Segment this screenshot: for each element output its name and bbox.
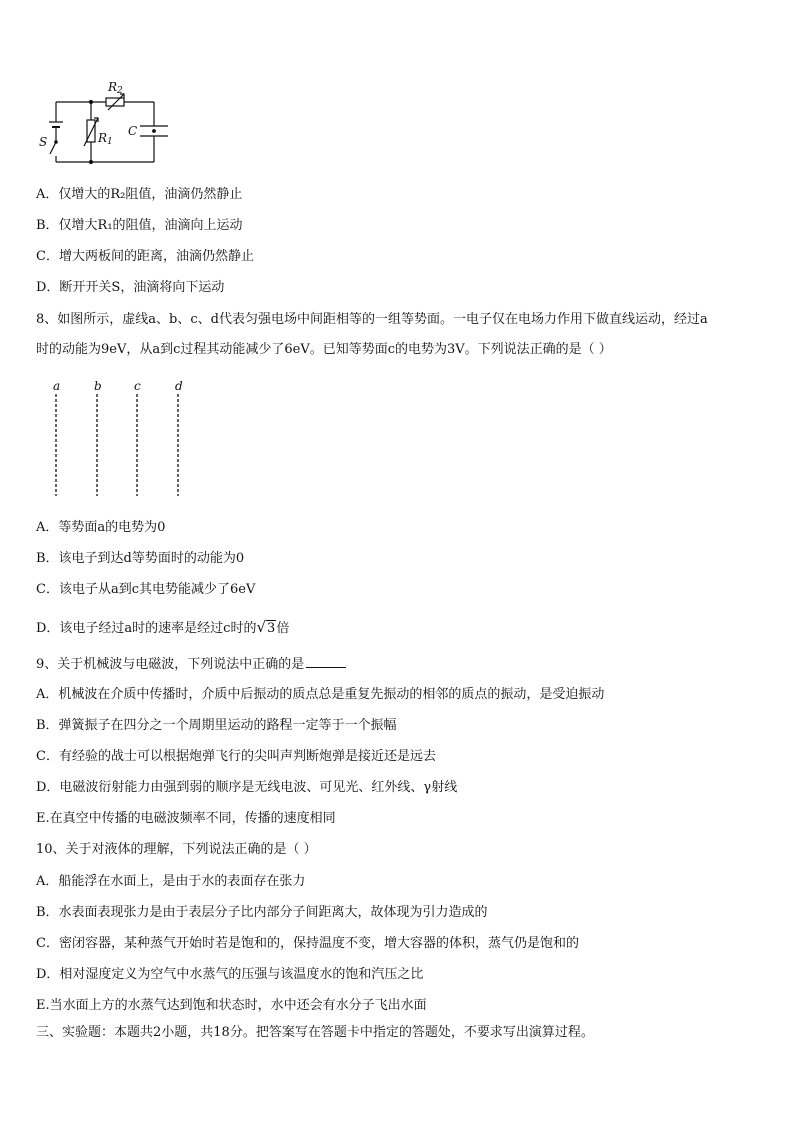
capacitor-label: C [128,124,138,138]
q10-stem: 10、关于对液体的理解，下列说法正确的是（ ） [36,842,317,857]
q9-option-b: B．弹簧振子在四分之一个周期里运动的路程一定等于一个振幅 [36,718,397,733]
q10-option-b: B．水表面表现张力是由于表层分子比内部分子间距离大，故体现为引力造成的 [36,905,488,920]
plane-label-a: a [53,379,61,393]
plane-label-d: d [175,379,183,393]
svg-text:R1 [97,131,113,147]
q7-option-c: C．增大两板间的距离，油滴仍然静止 [36,249,254,264]
r1-subscript: 1 [107,137,113,147]
q10-option-a: A．船能浮在水面上，是由于水的表面存在张力 [36,874,306,889]
q8-option-d-tail: 倍 [276,621,290,636]
r2-subscript: 2 [117,86,123,96]
q9-stem-text: 9、关于机械波与电磁波，下列说法中正确的是 [36,657,305,672]
q9-option-d: D．电磁波衍射能力由强到弱的顺序是无线电波、可见光、红外线、γ射线 [36,780,458,795]
q9-stem [36,655,346,674]
q7-option-b: B．仅增大R₁的阻值，油滴向上运动 [36,218,243,233]
q9-option-e: E.在真空中传播的电磁波频率不同，传播的速度相同 [36,811,336,826]
sqrt-symbol: √ [256,618,267,636]
q9-option-c: C．有经验的战士可以根据炮弹飞行的尖叫声判断炮弹是接近还是远去 [36,749,436,764]
circuit-diagram [36,80,176,170]
q8-option-d-text: D．该电子经过a时的速率是经过c时的 [36,621,257,636]
q9-option-a: A．机械波在介质中传播时，介质中后振动的质点总是重复先振动的相邻的质点的振动，是受迫振动 [36,687,605,702]
section-3-heading: 三、实验题：本题共2小题，共18分。把答案写在答题卡中指定的答题处，不要求写出演算过程。 [36,1025,594,1040]
q10-option-d: D．相对湿度定义为空气中水蒸气的压强与该温度水的饱和汽压之比 [36,967,424,982]
q8-stem-line2: 时的动能为9eV，从a到c过程其动能减少了6eV。已知等势面c的电势为3V。下列说法正确的是（ ） [36,342,612,357]
q8-stem-line1: 8、如图所示，虚线a、b、c、d代表匀强电场中间距相等的一组等势面。一电子仅在电场力作用下做直线运动，经过a [36,312,708,327]
r2-label: R [108,80,118,94]
switch-label: S [39,135,48,149]
plane-label-c: c [134,379,141,393]
equipotential-diagram [40,378,200,500]
r1-label: R [98,131,108,145]
q7-option-d: D．断开开关S，油滴将向下运动 [36,280,225,295]
q8-option-c: C．该电子从a到c其电势能减少了6eV [36,582,256,597]
q7-option-a: A．仅增大的R₂阻值，油滴仍然静止 [36,187,243,202]
plane-label-b: b [94,379,102,393]
q8-option-d [36,618,289,638]
q10-option-e: E.当水面上方的水蒸气达到饱和状态时，水中还会有水分子飞出水面 [36,998,427,1013]
svg-text:R2 [107,80,123,96]
q10-option-c: C．密闭容器，某种蒸气开始时若是饱和的，保持温度不变，增大容器的体积，蒸气仍是饱和的 [36,936,579,951]
answer-blank [306,655,346,668]
sqrt-radicand: 3 [267,621,276,636]
q8-option-a: A．等势面a的电势为0 [36,520,166,535]
q8-option-b: B．该电子到达d等势面时的动能为0 [36,551,245,566]
